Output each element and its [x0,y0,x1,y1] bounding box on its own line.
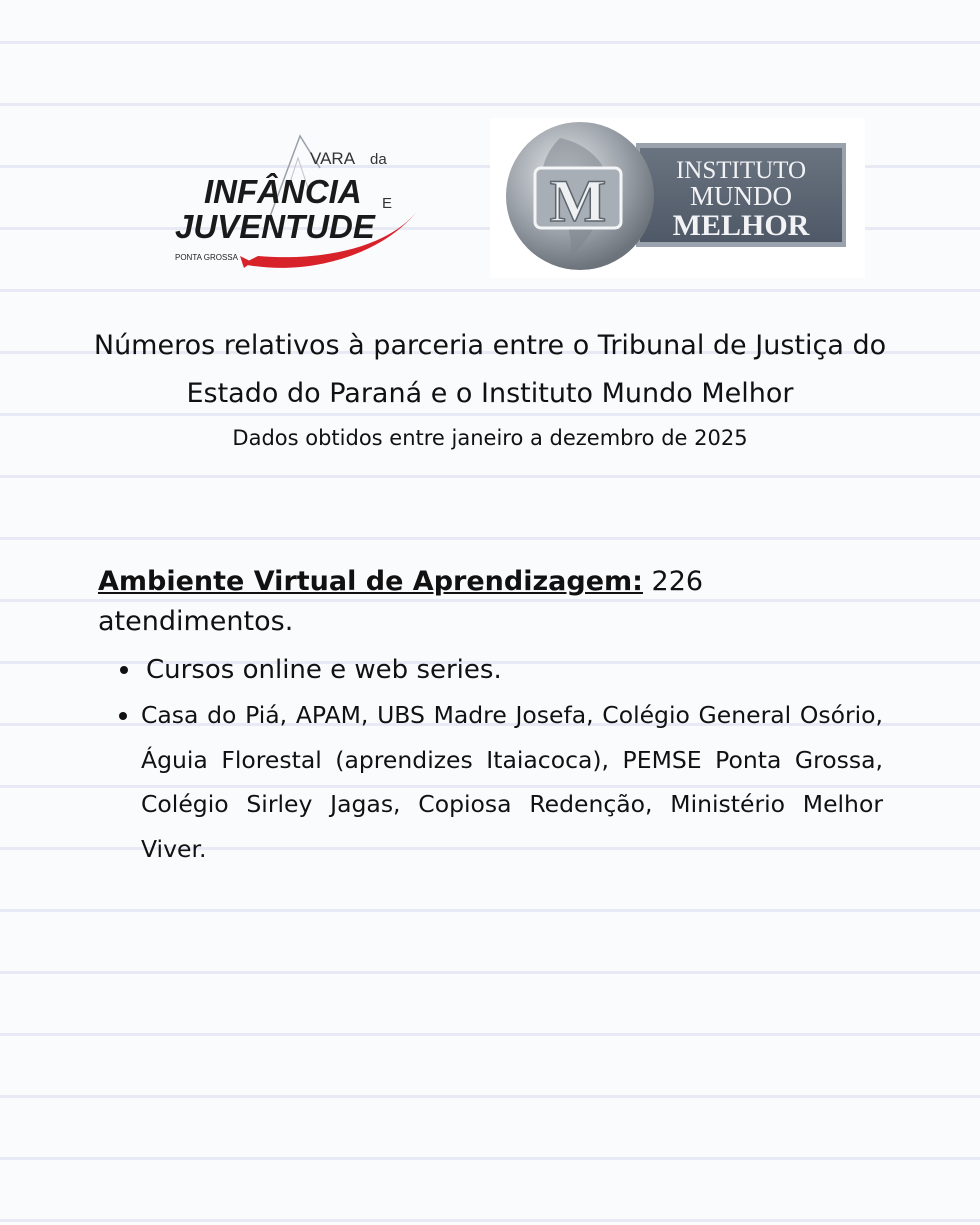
e-text: E [382,195,393,212]
page-subtitle: Dados obtidos entre janeiro a dezembro de 2025 [232,426,748,450]
section-value: 226 atendimentos. [98,566,704,637]
vara-text: VARA [310,149,356,168]
infancia-text: INFÂNCIA [204,173,362,210]
m-monogram: M [549,168,607,234]
vara-infancia-juventude-logo [170,128,430,278]
section-list [98,650,888,871]
da-text: da [370,151,387,168]
ponta-grossa-text: PONTA GROSSA [175,253,238,262]
page-title [0,322,980,418]
title-line-2: Estado do Paraná e o Instituto Mundo Melhor [186,378,794,409]
list-item-text: Casa do Piá, APAM, UBS Madre Josefa, Colégio General Osório, Águia Florestal (aprendizes Itaiacoca), PEMSE Ponta Grossa, Colégio Sirley Jagas, Copiosa Redenção, Ministério Melhor Viver. [141,701,883,863]
instituto-mundo-melhor-logo [490,118,865,278]
list-item [98,693,883,871]
list-item [98,650,888,690]
content-section [98,562,888,871]
list-item-text: Cursos online e web series. [146,655,502,685]
juventude-text: JUVENTUDE [175,208,375,245]
mundo-text: MUNDO [689,181,793,211]
section-label: Ambiente Virtual de Aprendizagem: [98,566,643,597]
instituto-text: INSTITUTO [675,157,807,184]
melhor-text: MELHOR [672,209,810,242]
title-line-1: Números relativos à parceria entre o Tribunal de Justiça do [93,330,887,361]
section-heading [98,562,888,642]
bullet-icon [119,712,127,720]
bullet-icon [120,666,128,674]
